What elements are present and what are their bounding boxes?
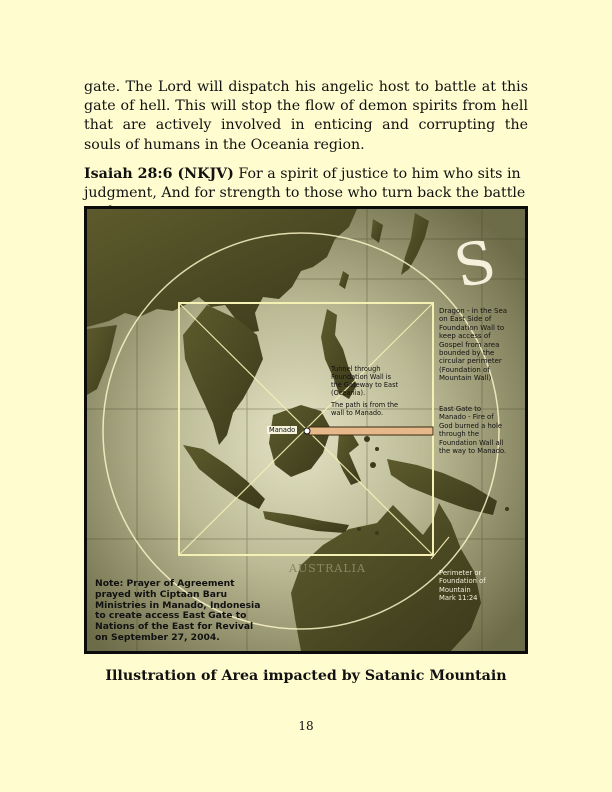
figure-caption: Illustration of Area impacted by Satanic Mountain: [105, 668, 507, 684]
dragon-glyph: S: [448, 226, 502, 302]
prayer-note: Note: Prayer of Agreement prayed with Ciptaan Baru Ministries in Manado, Indonesia to create access East Gate to Nations of the East for Revival on September 27, 2004.: [95, 578, 261, 643]
verse-text: For a spirit of justice to him who sits in judgment, And for strength to those who turn back the battle: [84, 166, 526, 202]
manado-label: Manado: [269, 426, 296, 434]
verse-reference: Isaiah 28:6 (NKJV): [84, 166, 234, 182]
east-gate-note: East Gate to Manado - Fire of God burned a hole through the Foundation Wall all the way to Manado.: [439, 405, 507, 456]
manado-marker: [304, 428, 310, 434]
perimeter-note: Perimeter or Foundation of Mountain Mark 11:24: [439, 569, 486, 603]
east-gate-bar: [309, 427, 433, 435]
australia-label: AUSTRALIA: [289, 562, 366, 575]
dragon-note: Dragon - in the Sea on East Side of Foundation Wall to keep access of Gospel from area bounded by the circular perimeter (Foundation of Mountain Wall): [439, 307, 508, 383]
tunnel-note: Tunnel through Foundation Wall is the Gateway to East (Oceania). The path is from the wall to Manado.: [331, 365, 399, 417]
map-illustration: [84, 206, 528, 654]
page-number: 18: [298, 719, 314, 733]
body-paragraph: gate. The Lord will dispatch his angelic host to battle at this gate of hell. This will stop the flow of demon spirits from hell that are actively involved in enticing and corrupting the souls of humans in the Oceania region.: [84, 79, 528, 153]
